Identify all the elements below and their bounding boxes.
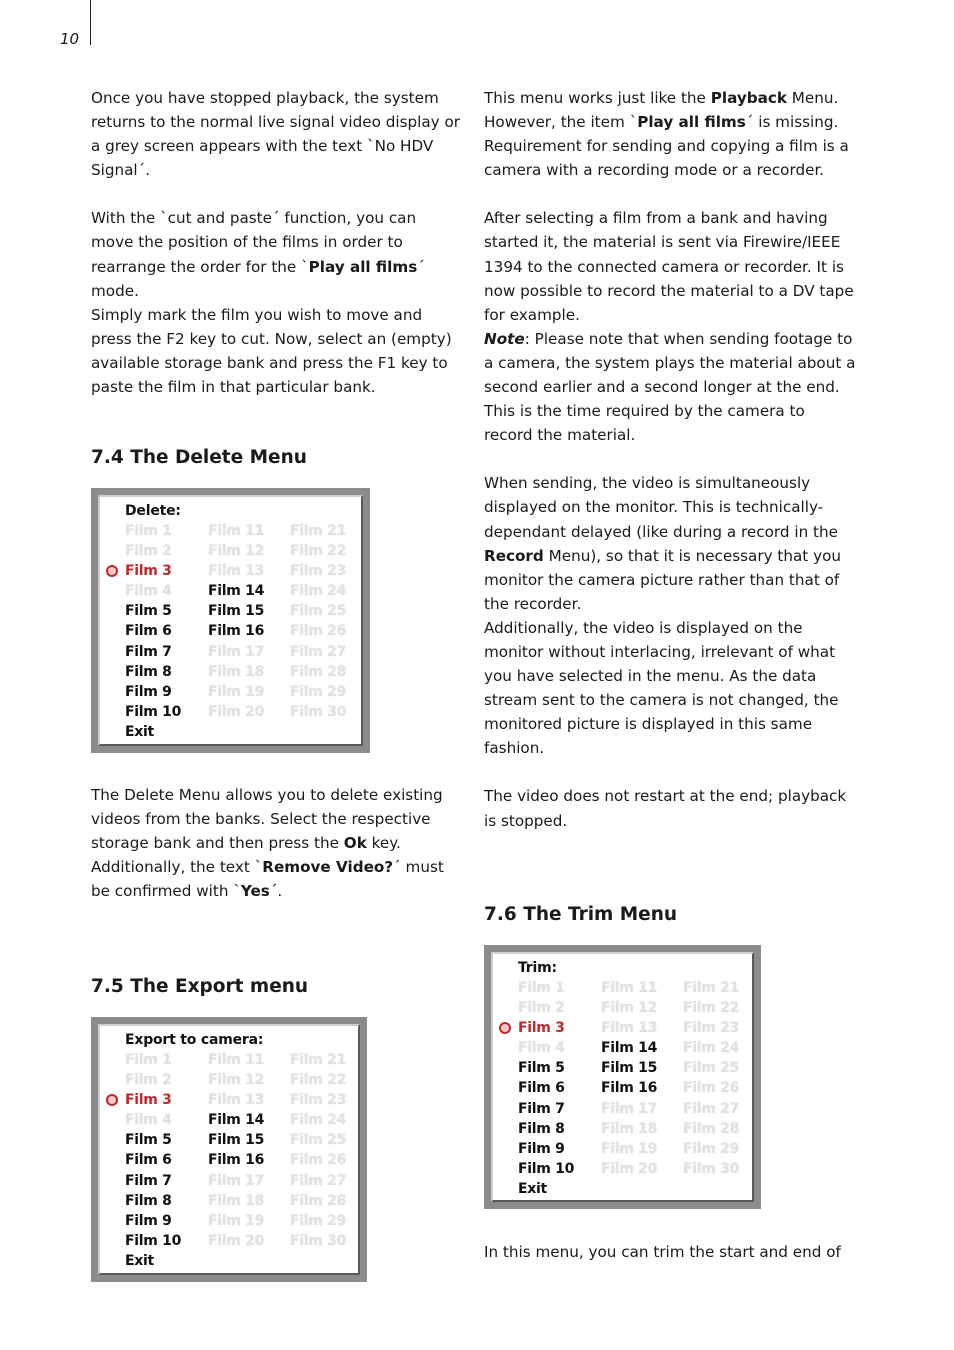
selection-dot-icon (106, 1094, 118, 1106)
menu-item: Film 21 (683, 980, 740, 996)
menu-item: Film 7 (518, 1100, 565, 1117)
menu-item: Film 12 (208, 543, 265, 560)
menu-item: Film 12 (208, 1072, 265, 1089)
menu-item: Film 16 (208, 623, 265, 640)
paragraph-sending: When sending, the video is simultaneously displayed on the monitor. This is technically-dependant delayed (like during a record in the Record Menu), so that it is necessary that you monitor the camera picture rather than that of the recorder. (484, 474, 841, 613)
paragraph-no-restart: The video does not restart at the end; playback is stopped. (484, 787, 847, 830)
menu-item: Film 5 (518, 1060, 565, 1077)
menu-column-2 (208, 521, 264, 722)
menu-title: Trim: (518, 960, 557, 976)
export-menu-panel (98, 1024, 360, 1275)
menu-item: Film 18 (208, 1192, 265, 1209)
menu-item: Film 27 (290, 1172, 347, 1189)
menu-item: Film 15 (208, 1132, 265, 1149)
menu-item: Film 24 (683, 1040, 740, 1057)
menu-item: Film 9 (125, 1212, 172, 1229)
menu-title: Delete: (125, 503, 181, 519)
menu-item: Film 10 (125, 703, 182, 720)
menu-item: Film 18 (208, 663, 265, 680)
selection-dot-icon (106, 565, 118, 577)
page-number: 10 (60, 30, 80, 48)
menu-item: Film 23 (290, 1092, 347, 1109)
menu-column-3 (290, 521, 346, 722)
menu-item: Film 1 (125, 1052, 172, 1068)
menu-item: Film 29 (290, 683, 347, 700)
menu-item: Film 22 (290, 543, 347, 560)
paragraph-firewire: After selecting a film from a bank and having started it, the material is sent via Firewire/IEEE 1394 to the connected camera or recorder. It is now possible to record the material to a DV tape for example. (484, 209, 854, 324)
menu-item: Film 4 (125, 1112, 172, 1129)
delete-menu-screenshot (91, 488, 370, 753)
trim-menu-screenshot (484, 945, 761, 1209)
menu-item: Film 29 (683, 1140, 740, 1157)
menu-exit: Exit (125, 1252, 154, 1269)
menu-item: Film 19 (208, 1212, 265, 1229)
left-column-top (91, 86, 463, 399)
left-column-delete-text (91, 783, 463, 903)
right-column (484, 86, 856, 833)
menu-item: Film 25 (683, 1060, 740, 1077)
menu-exit: Exit (125, 723, 154, 740)
trim-menu-panel (491, 952, 754, 1202)
menu-item: Film 14 (601, 1040, 658, 1057)
menu-item: Film 6 (518, 1080, 565, 1097)
menu-item: Film 13 (208, 563, 265, 580)
menu-item: Film 2 (125, 543, 172, 560)
menu-item: Film 8 (125, 1192, 172, 1209)
menu-item: Film 8 (518, 1120, 565, 1137)
menu-item: Film 5 (125, 1132, 172, 1149)
menu-column-2 (601, 978, 657, 1179)
menu-item: Film 24 (290, 1112, 347, 1129)
paragraph-export-intro: This menu works just like the Playback Menu. However, the item `Play all films´ is missing. Requirement for sending and copying a film is a camera with a recording mode or a recorder. (484, 89, 849, 180)
menu-item: Film 19 (601, 1140, 658, 1157)
menu-item: Film 24 (290, 583, 347, 600)
menu-item: Film 23 (290, 563, 347, 580)
menu-item: Film 9 (518, 1140, 565, 1157)
menu-item: Film 26 (290, 623, 347, 640)
menu-item-selected: Film 3 (518, 1018, 574, 1038)
menu-item: Film 16 (601, 1080, 658, 1097)
menu-item: Film 20 (601, 1160, 658, 1177)
menu-item: Film 20 (208, 703, 265, 720)
menu-item: Film 7 (125, 1172, 172, 1189)
menu-item: Film 4 (518, 1040, 565, 1057)
menu-item: Film 20 (208, 1232, 265, 1249)
menu-exit: Exit (518, 1180, 547, 1197)
menu-column-1 (125, 1050, 181, 1271)
menu-item: Film 15 (208, 603, 265, 620)
paragraph-note: Note: Please note that when sending footage to a camera, the system plays the material about a second earlier and a second longer at the end. This is the time required by the camera to record the material. (484, 329, 856, 445)
menu-item: Film 18 (601, 1120, 658, 1137)
menu-item: Film 6 (125, 1152, 172, 1169)
menu-item: Film 27 (290, 643, 347, 660)
menu-item: Film 14 (208, 1112, 265, 1129)
heading-delete-menu: 7.4 The Delete Menu (91, 447, 307, 468)
menu-item: Film 2 (518, 1000, 565, 1017)
menu-item: Film 10 (125, 1232, 182, 1249)
heading-export-menu: 7.5 The Export menu (91, 976, 309, 997)
delete-menu-panel (98, 495, 363, 746)
menu-column-1 (518, 978, 574, 1199)
right-column-bottom (484, 1240, 856, 1264)
menu-item: Film 1 (125, 523, 172, 539)
menu-item: Film 7 (125, 643, 172, 660)
menu-item: Film 11 (208, 1052, 265, 1068)
menu-item: Film 30 (290, 703, 347, 720)
menu-item: Film 15 (601, 1060, 658, 1077)
export-menu-screenshot (91, 1017, 367, 1282)
menu-item: Film 26 (290, 1152, 347, 1169)
menu-item: Film 17 (208, 1172, 265, 1189)
menu-item: Film 16 (208, 1152, 265, 1169)
menu-item-selected: Film 3 (125, 1090, 181, 1110)
menu-item: Film 2 (125, 1072, 172, 1089)
menu-item: Film 28 (290, 663, 347, 680)
menu-item: Film 4 (125, 583, 172, 600)
menu-item: Film 22 (683, 1000, 740, 1017)
menu-item: Film 13 (208, 1092, 265, 1109)
selection-dot-icon (499, 1022, 511, 1034)
menu-item: Film 13 (601, 1020, 658, 1037)
paragraph-mark-film: Simply mark the film you wish to move and press the F2 key to cut. Now, select an (empty) available storage bank and press the F1 key to paste the film in that particular bank. (91, 305, 452, 397)
top-rule (90, 0, 91, 45)
menu-item: Film 17 (601, 1100, 658, 1117)
paragraph-stop-playback: Once you have stopped playback, the system returns to the normal live signal video display or a grey screen appears with the text `No HDV Signal´. (91, 89, 461, 180)
paragraph-remove-video: Additionally, the text `Remove Video?´ must be confirmed with `Yes´. (91, 858, 444, 901)
menu-item-selected: Film 3 (125, 561, 181, 581)
menu-item: Film 30 (683, 1160, 740, 1177)
menu-title: Export to camera: (125, 1032, 264, 1048)
menu-column-3 (290, 1050, 346, 1251)
menu-column-3 (683, 978, 739, 1179)
menu-item: Film 26 (683, 1080, 740, 1097)
heading-trim-menu: 7.6 The Trim Menu (484, 904, 678, 925)
menu-item: Film 14 (208, 583, 265, 600)
menu-item: Film 25 (290, 1132, 347, 1149)
menu-item: Film 6 (125, 623, 172, 640)
menu-item: Film 19 (208, 683, 265, 700)
menu-item: Film 30 (290, 1232, 347, 1249)
menu-item: Film 5 (125, 603, 172, 620)
paragraph-interlacing: Additionally, the video is displayed on the monitor without interlacing, irrelevant of what you have selected in the menu. As the data stream sent to the camera is not changed, the monitored picture is displayed in this same fashion. (484, 618, 839, 758)
menu-item: Film 10 (518, 1160, 575, 1177)
menu-column-1 (125, 521, 181, 742)
menu-item: Film 9 (125, 683, 172, 700)
menu-item: Film 28 (290, 1192, 347, 1209)
menu-item: Film 23 (683, 1020, 740, 1037)
paragraph-trim-intro: In this menu, you can trim the start and end of (484, 1243, 841, 1261)
menu-item: Film 8 (125, 663, 172, 680)
paragraph-delete-menu: The Delete Menu allows you to delete existing videos from the banks. Select the respective storage bank and then press the Ok key. (91, 786, 443, 853)
menu-item: Film 21 (290, 523, 347, 539)
menu-item: Film 25 (290, 603, 347, 620)
menu-item: Film 11 (208, 523, 265, 539)
menu-item: Film 12 (601, 1000, 658, 1017)
menu-item: Film 17 (208, 643, 265, 660)
menu-column-2 (208, 1050, 264, 1251)
menu-item: Film 28 (683, 1120, 740, 1137)
menu-item: Film 1 (518, 980, 565, 996)
menu-item: Film 27 (683, 1100, 740, 1117)
menu-item: Film 22 (290, 1072, 347, 1089)
menu-item: Film 29 (290, 1212, 347, 1229)
paragraph-cut-paste: With the `cut and paste´ function, you can move the position of the films in order to rearrange the order for the `Play all films´ mode. (91, 209, 425, 300)
menu-item: Film 11 (601, 980, 658, 996)
menu-item: Film 21 (290, 1052, 347, 1068)
